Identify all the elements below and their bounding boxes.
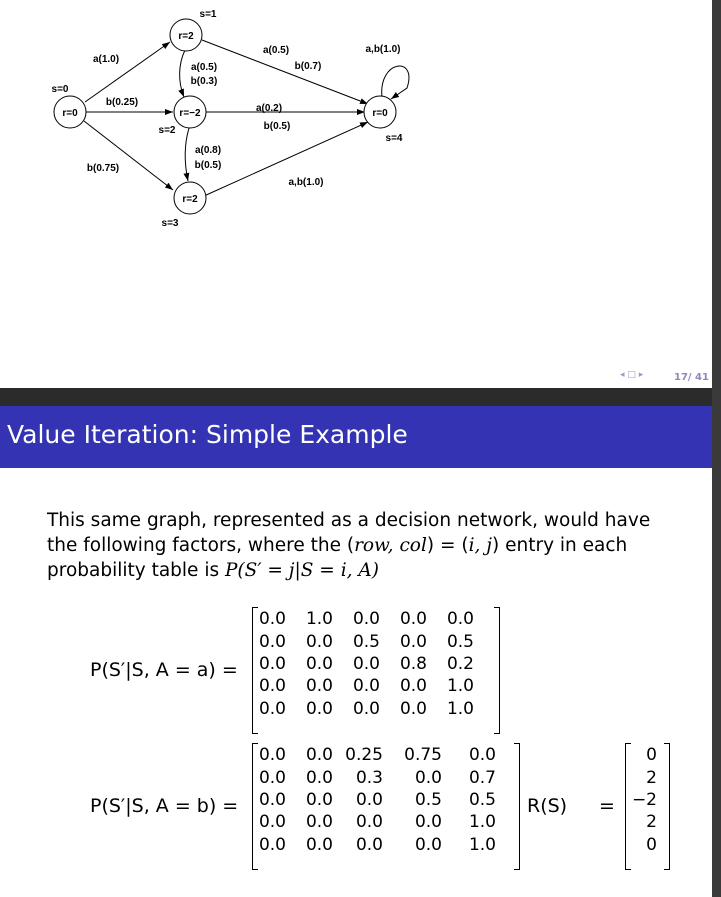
- pb-cell: 0.0: [468, 745, 496, 766]
- r-cell: 0: [646, 834, 657, 855]
- pa-row: [258, 608, 474, 630]
- r-equals: =: [599, 795, 615, 817]
- label-s0-s2: b(0.25): [105, 97, 139, 108]
- svg-text:r=−2: r=−2: [179, 108, 201, 119]
- pa-bracket-right: [494, 607, 500, 734]
- pa-cell: 0.0: [258, 631, 286, 652]
- pa-cell: 0.0: [399, 609, 427, 630]
- edge-s3-s4: [204, 122, 368, 196]
- label-s4-self: a,b(1.0): [365, 44, 401, 55]
- svg-text:r=2: r=2: [178, 31, 194, 42]
- body-line-2: the following factors, where the (row, col) = (i, j) entry in each: [47, 535, 628, 556]
- label-s2-s3-a: a(0.8): [194, 145, 222, 156]
- r-cell: 0: [646, 745, 657, 766]
- svg-text:r=0: r=0: [372, 108, 388, 119]
- pb-matrix: [258, 744, 496, 856]
- slide-nav-icons[interactable]: ◂ □ ▸: [620, 370, 644, 380]
- r-label: R(S): [527, 795, 568, 817]
- pb-row: [258, 834, 496, 856]
- pa-cell: 0.0: [352, 653, 380, 674]
- svg-text:s=4: s=4: [385, 133, 403, 144]
- pa-row: [258, 630, 474, 652]
- pb-cell: 0.0: [258, 745, 286, 766]
- pb-cell: 0.5: [414, 789, 442, 810]
- r-row: [631, 789, 657, 811]
- r-cell: 2: [646, 812, 657, 833]
- page-number: 17/ 41: [674, 372, 709, 383]
- label-s1-s2-b: b(0.3): [190, 76, 218, 87]
- pb-cell: 0.0: [258, 767, 286, 788]
- pa-row: [258, 653, 474, 675]
- node-s0: [52, 84, 86, 128]
- pb-cell: 1.0: [468, 834, 496, 855]
- pa-cell: 0.5: [352, 631, 380, 652]
- pa-cell: 0.2: [446, 653, 474, 674]
- pb-cell: 0.0: [414, 812, 442, 833]
- pa-matrix: [258, 608, 474, 720]
- r-cell: −2: [631, 789, 657, 810]
- pb-cell: 0.0: [414, 767, 442, 788]
- pa-cell: 0.0: [446, 609, 474, 630]
- pb-cell: 0.0: [258, 812, 286, 833]
- pa-cell: 0.5: [446, 631, 474, 652]
- pb-cell: 0.0: [355, 789, 383, 810]
- label-s0-s3: b(0.75): [86, 163, 120, 174]
- pa-row: [258, 698, 474, 720]
- pb-cell: 0.7: [468, 767, 496, 788]
- edge-s1-s2: [180, 50, 185, 97]
- pa-cell: 0.0: [258, 676, 286, 697]
- pb-row: [258, 744, 496, 766]
- edge-s2-s3: [185, 128, 189, 181]
- pb-cell: 0.75: [404, 745, 442, 766]
- r-row: [631, 744, 657, 766]
- r-vector: [631, 744, 657, 856]
- pb-cell: 0.0: [305, 834, 333, 855]
- pa-cell: 0.0: [352, 676, 380, 697]
- r-cell: 2: [646, 767, 657, 788]
- title-bar: [0, 406, 712, 468]
- node-s2: [159, 96, 206, 136]
- pa-cell: 1.0: [446, 698, 474, 719]
- scrollbar[interactable]: [712, 0, 721, 897]
- pa-cell: 0.0: [352, 698, 380, 719]
- label-s1-s4-a: a(0.5): [262, 45, 290, 56]
- pa-cell: 0.0: [399, 631, 427, 652]
- pb-label: P(S′|S, A = b) =: [90, 795, 239, 817]
- pb-row: [258, 789, 496, 811]
- svg-text:r=2: r=2: [182, 194, 198, 205]
- pa-cell: 0.0: [258, 653, 286, 674]
- pb-cell: 0.5: [468, 789, 496, 810]
- label-s1-s4-b: b(0.7): [294, 61, 322, 72]
- edge-s4-self: [382, 66, 409, 99]
- pb-cell: 0.0: [258, 834, 286, 855]
- slide-separator: [0, 388, 712, 406]
- node-s3: [162, 182, 206, 229]
- r-bracket-right: [664, 743, 670, 870]
- svg-text:s=1: s=1: [199, 9, 217, 20]
- pa-row: [258, 675, 474, 697]
- pb-cell: 0.0: [305, 789, 333, 810]
- pa-cell: 0.0: [399, 698, 427, 719]
- pa-cell: 0.8: [399, 653, 427, 674]
- label-s2-s4-b: b(0.5): [263, 121, 291, 132]
- pa-cell: 0.0: [399, 676, 427, 697]
- pb-bracket-right: [514, 743, 520, 870]
- r-row: [631, 766, 657, 788]
- pb-cell: 0.3: [355, 767, 383, 788]
- body-line-1: This same graph, represented as a decision network, would have: [47, 510, 651, 531]
- mdp-graph: [0, 0, 712, 388]
- pa-cell: 0.0: [305, 631, 333, 652]
- pb-cell: 0.0: [305, 767, 333, 788]
- pa-cell: 0.0: [305, 676, 333, 697]
- svg-text:r=0: r=0: [62, 108, 78, 119]
- edge-s0-s1: [85, 42, 170, 102]
- pb-cell: 0.0: [258, 789, 286, 810]
- pa-cell: 0.0: [258, 698, 286, 719]
- node-s4: [364, 96, 403, 144]
- r-row: [631, 834, 657, 856]
- slide-body: [47, 508, 667, 583]
- pb-row: [258, 811, 496, 833]
- label-s1-s2-a: a(0.5): [190, 62, 218, 73]
- pb-cell: 0.0: [305, 745, 333, 766]
- pa-cell: 1.0: [446, 676, 474, 697]
- node-s1: [170, 9, 217, 51]
- pa-cell: 0.0: [305, 653, 333, 674]
- svg-text:s=2: s=2: [158, 125, 176, 136]
- pa-cell: 0.0: [305, 698, 333, 719]
- pb-cell: 0.0: [305, 812, 333, 833]
- pb-cell: 1.0: [468, 812, 496, 833]
- pa-cell: 0.0: [258, 609, 286, 630]
- pb-cell: 0.0: [355, 812, 383, 833]
- svg-text:s=0: s=0: [51, 84, 69, 95]
- pa-cell: 0.0: [352, 609, 380, 630]
- body-line-3: probability table is P(S′ = j|S = i, A): [47, 560, 379, 581]
- svg-text:s=3: s=3: [161, 218, 179, 229]
- pa-cell: 1.0: [305, 609, 333, 630]
- label-s3-s4: a,b(1.0): [288, 177, 324, 188]
- pb-row: [258, 766, 496, 788]
- previous-slide: [0, 0, 712, 388]
- pa-label: P(S′|S, A = a) =: [90, 659, 238, 681]
- pb-cell: 0.0: [355, 834, 383, 855]
- label-s2-s3-b: b(0.5): [194, 160, 222, 171]
- pb-cell: 0.25: [345, 745, 383, 766]
- r-row: [631, 811, 657, 833]
- label-s2-s4-a: a(0.2): [255, 103, 283, 114]
- label-s0-s1: a(1.0): [92, 54, 120, 65]
- pb-cell: 0.0: [414, 834, 442, 855]
- slide-title: Value Iteration: Simple Example: [7, 420, 408, 449]
- current-slide: [0, 406, 712, 897]
